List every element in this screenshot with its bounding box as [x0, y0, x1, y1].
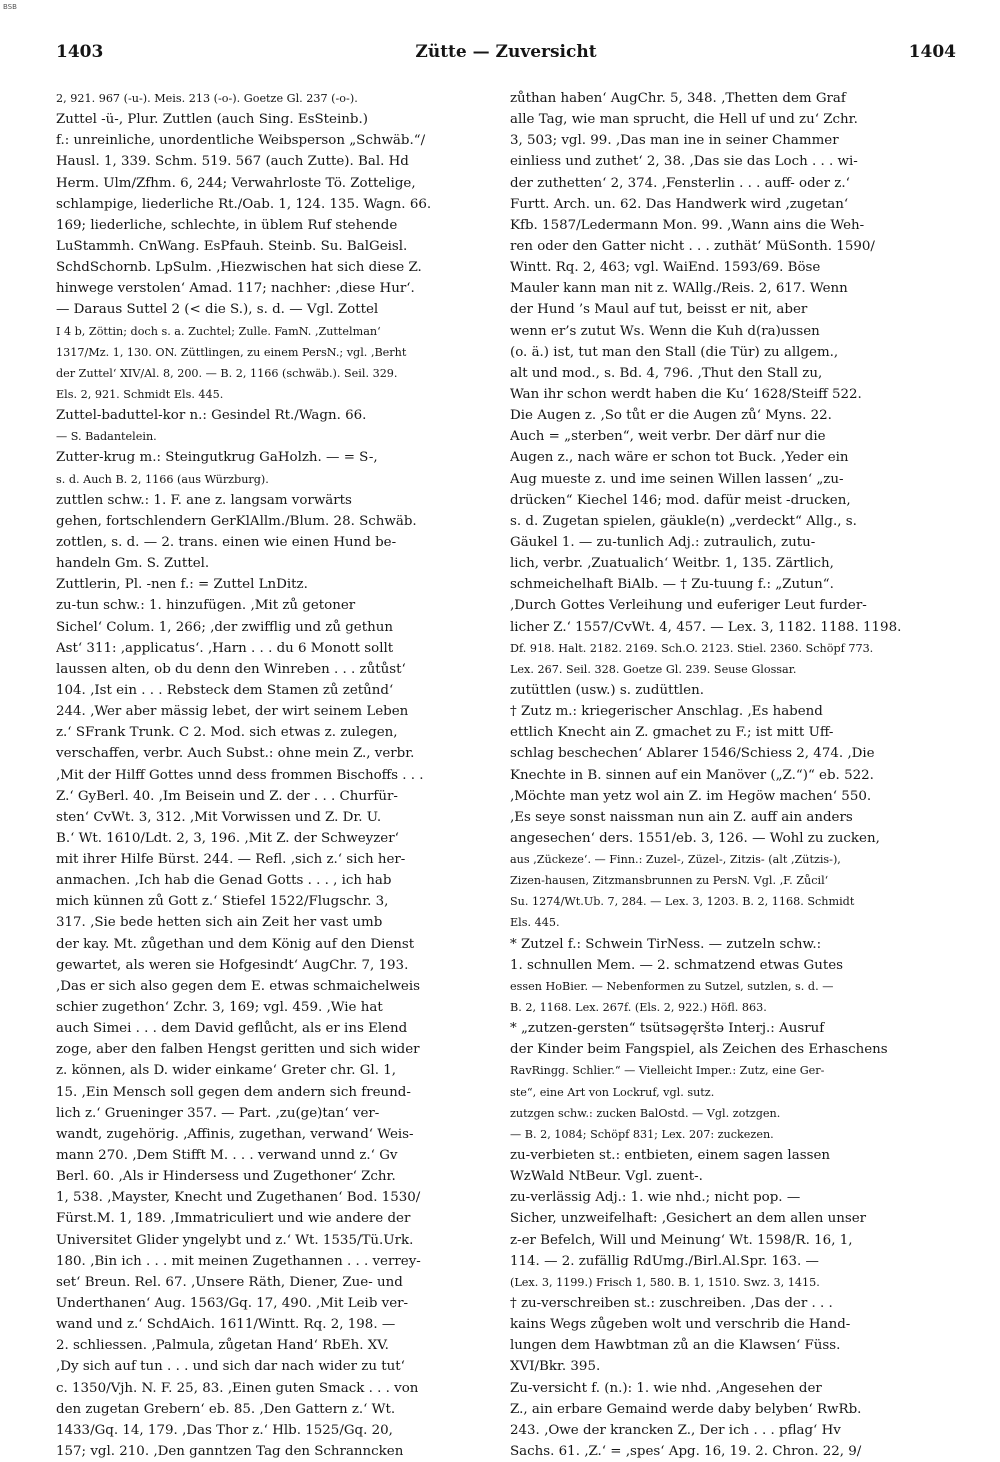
text-line: handeln Gm. S. Zuttel.: [56, 556, 210, 572]
text-line: — B. 2, 1084; Schöpf 831; Lex. 207: zuckezen.: [510, 1127, 774, 1141]
text-line: 1. schnullen Mem. — 2. schmatzend etwas Gutes: [510, 957, 844, 973]
text-line: 243. ‚Owe der krancken Z., Der ich . . . pflag‘ Hv: [510, 1422, 841, 1438]
text-line: der kay. Mt. zůgethan und dem König auf den Dienst: [56, 936, 415, 952]
text-line: wandt, zugehörig. ‚Affinis, zugethan, verwand‘ Weis-: [56, 1126, 414, 1142]
text-line: * „zutzen-gersten“ tsütsəgęrštə Interj.: Ausruf: [510, 1021, 825, 1037]
text-line: Wan ihr schon werdt haben die Ku‘ 1628/Steiff 522.: [510, 386, 862, 402]
text-line: Furtt. Arch. un. 62. Das Handwerk wird ‚zugetan‘: [510, 196, 849, 212]
text-line: Zuttel-baduttel-kor n.: Gesindel Rt./Wagn. 66.: [56, 408, 367, 424]
text-line: 1433/Gq. 14, 179. ‚Das Thor z.‘ Hlb. 1525/Gq. 20,: [56, 1422, 393, 1438]
text-line: gewartet, als weren sie Hofgesindt‘ AugChr. 7, 193.: [56, 957, 409, 973]
text-line: 317. ‚Sie bede hetten sich ain Zeit her vast umb: [56, 915, 383, 931]
text-line: aus ‚Zückeze‘. — Finn.: Zuzel-, Züzel-, Zitzis- (alt ‚Zützis-),: [510, 853, 841, 867]
text-line: Auch = „sterben“, weit verbr. Der därf nur die: [510, 429, 826, 445]
text-line: Zizen-hausen, Zitzmansbrunnen zu PersN. Vgl. ‚F. Zůcil‘: [510, 874, 829, 888]
text-line: Mauler kann man nit z. WAllg./Reis. 2, 617. Wenn: [510, 281, 848, 297]
text-line: zoge, aber den falben Hengst geritten und sich wider: [56, 1042, 420, 1058]
text-line: z. können, als D. wider einkame‘ Greter chr. Gl. 1,: [56, 1063, 397, 1079]
text-line: WzWald NtBeur. Vgl. zuent-.: [510, 1169, 703, 1185]
text-line: mann 270. ‚Dem Stifft M. . . . verwand unnd z.‘ Gv: [56, 1148, 398, 1164]
text-line: — S. Badantelein.: [56, 430, 157, 444]
text-line: zu-tun schw.: 1. hinzufügen. ‚Mit zů getoner: [56, 598, 356, 614]
text-line: Z.‘ GyBerl. 40. ‚Im Beisein und Z. der . . . Churfür-: [56, 788, 398, 804]
running-header: [56, 42, 956, 66]
text-line: Zuttlerin, Pl. -nen f.: = Zuttel LnDitz.: [56, 577, 308, 593]
text-line: 15. ‚Ein Mensch soll gegen dem andern sich freund-: [56, 1084, 411, 1100]
text-line: * Zutzel f.: Schwein TirNess. — zutzeln schw.:: [510, 936, 822, 952]
text-line: 3, 503; vgl. 99. ‚Das man ine in seiner Chammer: [510, 133, 839, 149]
text-line: 180. ‚Bin ich . . . mit meinen Zugethannen . . . verrey-: [56, 1253, 421, 1269]
text-line: verschaffen, verbr. Auch Subst.: ohne mein Z., verbr.: [56, 746, 415, 762]
text-line: z.‘ SFrank Trunk. C 2. Mod. sich etwas z. zulegen,: [56, 725, 398, 741]
text-line: Sicher, unzweifelhaft: ‚Gesichert an dem allen unser: [510, 1211, 867, 1227]
text-line: zutzgen schw.: zucken BalOstd. — Vgl. zotzgen.: [510, 1106, 781, 1120]
text-line: der Hund ’s Maul auf tut, beisst er nit, aber: [510, 302, 808, 318]
text-line: lungen dem Hawbtman zů an die Klawsen‘ Füss.: [510, 1338, 841, 1354]
text-line: 157; vgl. 210. ‚Den ganntzen Tag den Schranncken: [56, 1444, 404, 1459]
text-line: Sichel‘ Colum. 1, 266; ‚der zwifflig und zů gethun: [56, 619, 393, 635]
text-line: wand und z.‘ SchdAich. 1611/Wintt. Rq. 2, 198. —: [56, 1317, 396, 1333]
text-line: laussen alten, ob du denn den Winreben . . . zůtůst‘: [56, 661, 406, 677]
text-line: schier zugethon‘ Zchr. 3, 169; vgl. 459. ‚Wie hat: [56, 1000, 383, 1016]
text-line: Wintt. Rq. 2, 463; vgl. WaiEnd. 1593/69. Böse: [510, 260, 821, 276]
text-line: zottlen, s. d. — 2. trans. einen wie einen Hund be-: [56, 534, 397, 550]
text-line: Hausl. 1, 339. Schm. 519. 567 (auch Zutte). Bal. Hd: [56, 154, 409, 170]
text-line: hinwege verstolen‘ Amad. 117; nachher: ‚diese Hur‘.: [56, 281, 415, 297]
text-line: f.: unreinliche, unordentliche Weibsperson „Schwäb.“/: [56, 133, 426, 149]
text-line: licher Z.‘ 1557/CvWt. 4, 457. — Lex. 3, 1182. 1188. 1198.: [510, 619, 902, 635]
text-line: alle Tag, wie man sprucht, die Hell uf und zu‘ Zchr.: [510, 112, 858, 128]
text-line: der zuthetten‘ 2, 374. ‚Fensterlin . . . auff- oder z.‘: [510, 175, 850, 191]
text-line: XVI/Bkr. 395.: [510, 1359, 601, 1375]
text-line: Sachs. 61. ‚Z.‘ = ‚spes‘ Apg. 16, 19. 2. Chron. 22, 9/: [510, 1444, 862, 1459]
text-line: ‚Das er sich also gegen dem E. etwas schmaichelweis: [56, 978, 420, 994]
text-line: Zuttel -ü-, Plur. Zuttlen (auch Sing. EsSteinb.): [56, 112, 368, 128]
text-line: 114. — 2. zufällig RdUmg./Birl.Al.Spr. 163. —: [510, 1253, 819, 1269]
text-line: drücken“ Kiechel 146; mod. dafür meist -drucken,: [510, 492, 851, 508]
text-line: ‚Mit der Hilff Gottes unnd dess frommen Bischoffs . . .: [56, 767, 424, 783]
text-line: B. 2, 1168. Lex. 267f. (Els. 2, 922.) Höfl. 863.: [510, 1001, 767, 1015]
text-line: mich künnen zů Gott z.‘ Stiefel 1522/Flugschr. 3,: [56, 894, 389, 910]
text-line: Kfb. 1587/Ledermann Mon. 99. ‚Wann ains die Weh-: [510, 217, 865, 233]
text-line: alt und mod., s. Bd. 4, 796. ‚Thut den Stall zu,: [510, 365, 823, 381]
text-line: kains Wegs zůgeben wolt und verschrib die Hand-: [510, 1317, 851, 1333]
text-line: † Zutz m.: kriegerischer Anschlag. ‚Es habend: [510, 704, 823, 720]
text-line: 2, 921. 967 (-u-). Meis. 213 (-o-). Goetze Gl. 237 (-o-).: [56, 92, 358, 105]
text-line: I 4 b, Zöttin; doch s. a. Zuchtel; Zulle. FamN. ‚Zuttelman‘: [56, 324, 381, 338]
text-line: z-er Befelch, Will und Meinung‘ Wt. 1598/R. 16, 1,: [510, 1232, 853, 1248]
text-line: Aug mueste z. und ime seinen Willen lassen‘ „zu-: [510, 471, 844, 487]
text-line: s. d. Zugetan spielen, gäukle(n) „verdeckt“ Allg., s.: [510, 513, 857, 529]
text-line: Z., ain erbare Gemaind werde daby belyben‘ RwRb.: [510, 1401, 862, 1417]
text-line: set‘ Breun. Rel. 67. ‚Unsere Räth, Diener, Zue- und: [56, 1274, 403, 1290]
text-line: c. 1350/Vjh. N. F. 25, 83. ‚Einen guten Smack . . . von: [56, 1380, 419, 1396]
text-line: ettlich Knecht ain Z. gmachet zu F.; ist mitt Uff-: [510, 725, 834, 741]
text-line: SchdSchornb. LpSulm. ‚Hiezwischen hat sich diese Z.: [56, 260, 422, 276]
text-line: zůthan haben‘ AugChr. 5, 348. ‚Thetten dem Graf: [510, 91, 846, 106]
text-line: essen HoBier. — Nebenformen zu Sutzel, sutzlen, s. d. —: [510, 979, 834, 993]
text-line: Els. 2, 921. Schmidt Els. 445.: [56, 387, 224, 401]
text-line: Zutter-krug m.: Steingutkrug GaHolzh. — = S-,: [56, 450, 378, 466]
text-line: ‚Durch Gottes Verleihung und euferiger Leut furder-: [510, 598, 867, 614]
text-line: zutüttlen (usw.) s. zudüttlen.: [510, 682, 704, 698]
text-line: schlampige, liederliche Rt./Oab. 1, 124. 135. Wagn. 66.: [56, 196, 432, 212]
text-line: B.‘ Wt. 1610/Ldt. 2, 3, 196. ‚Mit Z. der Schweyzer‘: [56, 830, 399, 846]
text-line: lich z.‘ Grueninger 357. — Part. ‚zu(ge)tan‘ ver-: [56, 1105, 380, 1121]
text-line: RavRingg. Schlier.“ — Vielleicht Imper.: Zutz, eine Ger-: [510, 1064, 825, 1078]
text-line: Su. 1274/Wt.Ub. 7, 284. — Lex. 3, 1203. B. 2, 1168. Schmidt: [510, 895, 855, 909]
text-line: sten‘ CvWt. 3, 312. ‚Mit Vorwissen und Z. Dr. U.: [56, 809, 382, 825]
right-column: [510, 88, 952, 1462]
text-line: 104. ‚Ist ein . . . Rebsteck dem Stamen zů zetůnd‘: [56, 682, 394, 698]
text-line: ‚Dy sich auf tun . . . und sich dar nach wider zu tut‘: [56, 1359, 405, 1375]
text-line: ren oder den Gatter nicht . . . zuthät‘ MüSonth. 1590/: [510, 238, 875, 254]
page-number-right: 1404: [908, 42, 956, 62]
text-line: Berl. 60. ‚Als ir Hindersess und Zugethoner‘ Zchr.: [56, 1169, 396, 1185]
library-stamp: BSB: [3, 3, 17, 11]
text-line: zuttlen schw.: 1. F. ane z. langsam vorwärts: [56, 492, 352, 508]
text-line: Df. 918. Halt. 2182. 2169. Sch.O. 2123. Stiel. 2360. Schöpf 773.: [510, 641, 874, 655]
text-line: 244. ‚Wer aber mässig lebet, der wirt seinem Leben: [56, 704, 409, 720]
text-line: (Lex. 3, 1199.) Frisch 1, 580. B. 1, 1510. Swz. 3, 1415.: [510, 1275, 820, 1289]
text-line: Knechte in B. sinnen auf ein Manöver („Z.“)“ eb. 522.: [510, 767, 874, 783]
text-line: auch Simei . . . dem David geflůcht, als er ins Elend: [56, 1021, 408, 1037]
text-line: Herm. Ulm/Zfhm. 6, 244; Verwahrloste Tö. Zottelige,: [56, 175, 416, 191]
text-line: zu-verbieten st.: entbieten, einem sagen lassen: [510, 1148, 830, 1164]
text-line: — Daraus Suttel 2 (< die S.), s. d. — Vgl. Zottel: [56, 302, 379, 318]
text-line: angesechen‘ ders. 1551/eb. 3, 126. — Wohl zu zucken,: [510, 830, 880, 846]
text-line: Fürst.M. 1, 189. ‚Immatriculiert und wie andere der: [56, 1211, 411, 1227]
text-line: LuStammh. CnWang. EsPfauh. Steinb. Su. BalGeisl.: [56, 238, 408, 254]
page-number-left: 1403: [56, 42, 104, 62]
text-line: schlag beschechen‘ Ablarer 1546/Schiess 2, 474. ‚Die: [510, 746, 875, 762]
text-line: Gäukel 1. — zu-tunlich Adj.: zutraulich, zutu-: [510, 534, 816, 550]
text-line: der Kinder beim Fangspiel, als Zeichen des Erhaschens: [510, 1042, 888, 1058]
text-line: s. d. Auch B. 2, 1166 (aus Würzburg).: [56, 472, 269, 486]
text-line: 169; liederliche, schlechte, in üblem Ruf stehende: [56, 217, 398, 233]
text-line: † zu-verschreiben st.: zuschreiben. ‚Das der . . .: [510, 1296, 833, 1312]
text-line: 1, 538. ‚Mayster, Knecht und Zugethanen‘ Bod. 1530/: [56, 1190, 421, 1206]
text-line: einliess und zuthet‘ 2, 38. ‚Das sie das Loch . . . wi-: [510, 154, 858, 170]
text-line: wenn er’s zutut Ws. Wenn die Kuh d(ra)ussen: [510, 323, 820, 339]
text-line: anmachen. ‚Ich hab die Genad Gotts . . . , ich hab: [56, 873, 392, 889]
left-column: [56, 88, 498, 1462]
text-line: Lex. 267. Seil. 328. Goetze Gl. 239. Seuse Glossar.: [510, 662, 797, 676]
text-line: mit ihrer Hilfe Bürst. 244. — Refl. ‚sich z.‘ sich her-: [56, 852, 406, 868]
text-line: Augen z., nach wäre er schon tot Buck. ‚Yeder ein: [510, 450, 849, 466]
text-line: lich, verbr. ‚Zuatualich‘ Weitbr. 1, 135. Zärtlich,: [510, 556, 834, 572]
running-title: Zütte — Zuversicht: [415, 42, 597, 62]
text-line: der Zuttel‘ XIV/Al. 8, 200. — B. 2, 1166 (schwäb.). Seil. 329.: [56, 366, 398, 380]
text-line: Underthanen‘ Aug. 1563/Gq. 17, 490. ‚Mit Leib ver-: [56, 1296, 409, 1312]
text-line: Zu-versicht f. (n.): 1. wie nhd. ‚Angesehen der: [510, 1380, 822, 1396]
text-line: (o. ä.) ist, tut man den Stall (die Tür) zu allgem.,: [510, 344, 839, 360]
text-line: Els. 445.: [510, 916, 560, 930]
text-line: Die Augen z. ‚So tůt er die Augen zů‘ Myns. 22.: [510, 408, 832, 424]
text-line: ‚Es seye sonst naissman nun ain Z. auff ain anders: [510, 809, 853, 825]
text-line: schmeichelhaft BiAlb. — † Zu-tuung f.: „Zutun“.: [510, 577, 834, 593]
text-line: den zugetan Grebern‘ eb. 85. ‚Den Gattern z.‘ Wt.: [56, 1401, 396, 1417]
text-line: zu-verlässig Adj.: 1. wie nhd.; nicht pop. —: [510, 1190, 801, 1206]
text-line: 2. schliessen. ‚Palmula, zůgetan Hand‘ RbEh. XV.: [56, 1338, 389, 1354]
text-line: 1317/Mz. 1, 130. ON. Züttlingen, zu einem PersN.; vgl. ‚Berht: [56, 345, 407, 359]
text-line: gehen, fortschlendern GerKlAllm./Blum. 28. Schwäb.: [56, 513, 417, 529]
text-line: Ast‘ 311: ‚applicatus‘. ‚Harn . . . du 6 Monott sollt: [56, 640, 394, 656]
text-line: ‚Möchte man yetz wol ain Z. im Hegöw machen‘ 550.: [510, 788, 872, 804]
text-line: Universitet Glider yngelybt und z.‘ Wt. 1535/Tü.Urk.: [56, 1232, 414, 1248]
text-line: ste“, eine Art von Lockruf, vgl. sutz.: [510, 1085, 715, 1099]
